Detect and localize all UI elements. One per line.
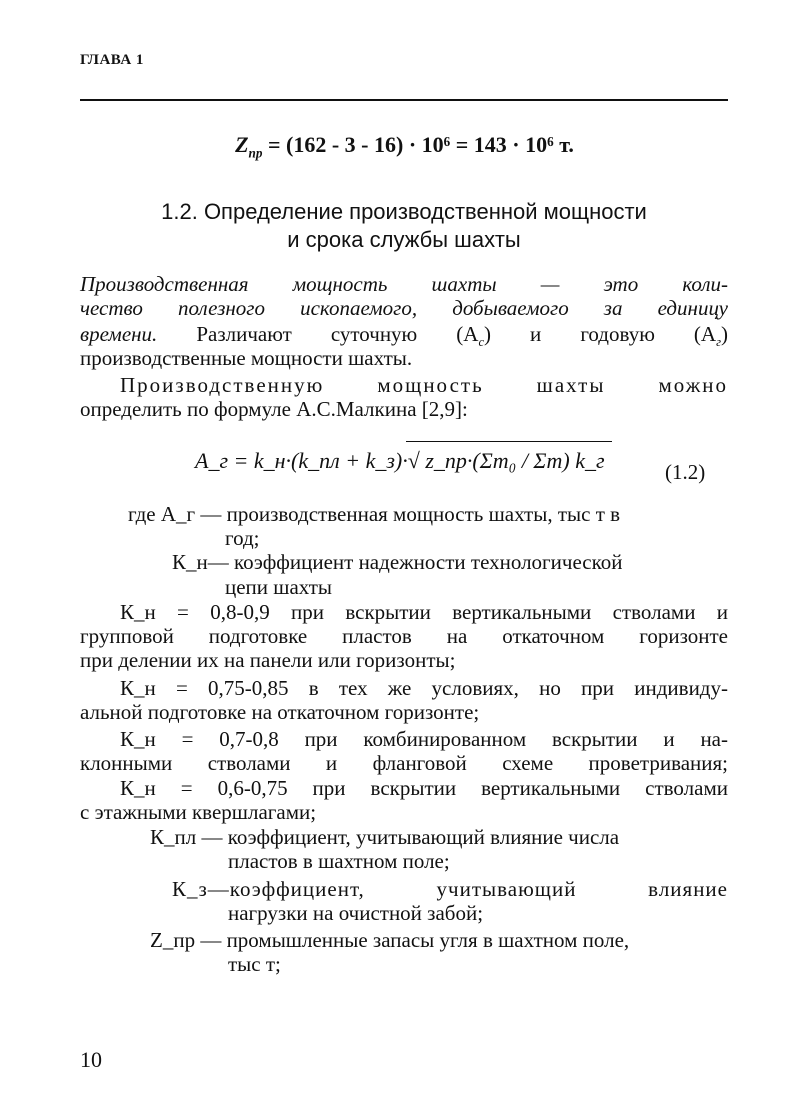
sub-g: г	[716, 335, 721, 350]
para1-line2: чество полезного ископаемого, добываемого за единицу	[80, 296, 728, 320]
equation-reserves	[0, 132, 809, 161]
def8-line2: нагрузки на очистной забой;	[228, 901, 484, 925]
def5-line2: клонными стволами и фланговой схеме проветривания;	[80, 751, 728, 775]
def4-line1: К_н = 0,75-0,85 в тех же условиях, но при индивиду-	[120, 676, 728, 700]
formula-number: (1.2)	[665, 460, 706, 484]
def1-line2: год;	[225, 526, 260, 550]
def7-line2: пластов в шахтном поле;	[228, 849, 450, 873]
def6-line2: с этажными квершлагами;	[80, 800, 317, 824]
eq-rest: = (162 - 3 - 16) · 10⁶ = 143 · 10⁶ т.	[262, 132, 574, 157]
para1-text-a: Различают суточную (А	[157, 322, 479, 346]
def8-line1: К_з—коэффициент, учитывающий влияние	[172, 877, 728, 901]
chapter-header: ГЛАВА 1	[80, 52, 144, 68]
section-title-line2: и срока службы шахты	[287, 227, 521, 252]
def1-line1: где A_г — производственная мощность шахты, тыс т в	[128, 502, 621, 526]
page-number: 10	[80, 1047, 102, 1072]
para1-italic-end: времени.	[80, 322, 158, 346]
para1-line4: производственные мощности шахты.	[80, 346, 413, 370]
def3-line1: К_н = 0,8-0,9 при вскрытии вертикальными стволами и	[120, 600, 728, 624]
def7-line1: К_пл — коэффициент, учитывающий влияние числа	[150, 825, 620, 849]
para2-line2: определить по формуле А.С.Малкина [2,9]:	[80, 397, 468, 421]
def6-line1: К_н = 0,6-0,75 при вскрытии вертикальными стволами	[120, 776, 728, 800]
para1-line1: Производственная мощность шахты — это коли-	[80, 272, 728, 296]
def4-line2: альной подготовке на откаточном горизонте;	[80, 700, 480, 724]
eq-z-sub: пр	[248, 145, 263, 161]
sub-c: с	[478, 335, 485, 350]
eq-z: Z	[235, 132, 249, 157]
def5-line1: К_н = 0,7-0,8 при комбинированном вскрытии и на-	[120, 727, 728, 751]
def2-line1: К_н— коэффициент надежности технологической	[172, 550, 623, 574]
def3-line3: при делении их на панели или горизонты;	[80, 648, 456, 672]
para2-line1: Производственную мощность шахты можно	[120, 373, 728, 397]
formula-malkin: A_г = k_н·(k_пл + k_з)·√ z_пр·(Σm₀ / Σm) k_г	[195, 448, 605, 473]
para1-text-c: )	[721, 322, 728, 346]
sqrt-overline	[406, 441, 612, 442]
def3-line2: групповой подготовке пластов на откаточном горизонте	[80, 624, 728, 648]
def2-line2: цепи шахты	[225, 575, 333, 599]
header-rule	[80, 99, 728, 101]
def9-line1: Z_пр — промышленные запасы угля в шахтном поле,	[150, 928, 630, 952]
def9-line2: тыс т;	[228, 952, 281, 976]
section-title-line1: 1.2. Определение производственной мощности	[161, 199, 647, 224]
para1-text-b: ) и годовую (А	[484, 322, 717, 346]
